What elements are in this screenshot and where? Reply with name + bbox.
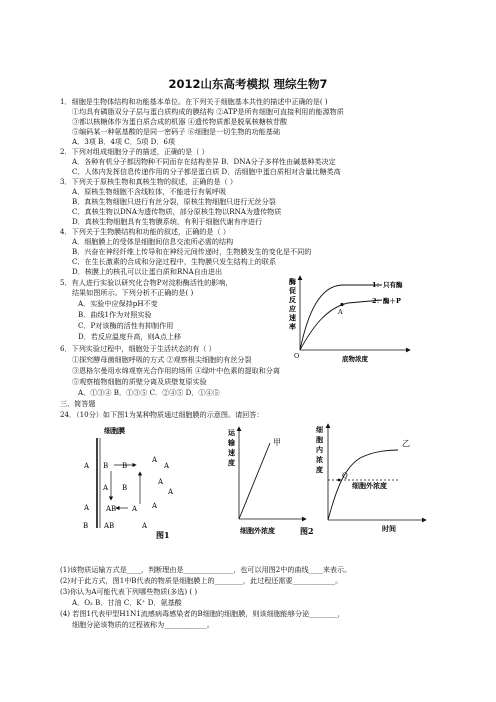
q3-stem: 3．下列关于原核生物和真核生物的叙述，正确的是（ ） — [60, 177, 238, 186]
svg-text:B: B — [122, 484, 128, 492]
svg-text:度: 度 — [228, 458, 235, 467]
q3-option-b: B．真核生物细胞只进行有丝分裂，原核生物细胞只进行无丝分裂 — [72, 197, 276, 206]
figure-2-caption: 图2 — [300, 526, 314, 536]
svg-text:应: 应 — [289, 304, 296, 313]
q24-sub2: (2)对于此方式，图1中B代表的物质是细胞膜上的________，此过程还需要____________。 — [60, 576, 343, 585]
svg-text:酶: 酶 — [289, 277, 296, 286]
q3-option-a: A．原核生物细胞不含线粒体，不能进行有氧呼吸 — [72, 187, 227, 196]
svg-text:运: 运 — [228, 428, 235, 437]
enzyme-rate-chart — [286, 272, 416, 364]
svg-text:细: 细 — [316, 425, 323, 434]
curve-1-label: 1：只有酶 — [372, 281, 403, 289]
q1-line3: ⑤编码某一种氨基酸的是同一密码子 ⑥细胞是一切生物的功能基础 — [72, 127, 280, 136]
q4-option-a: A．细胞膜上的受体是细胞间信息交流所必需的结构 — [72, 237, 234, 246]
section-heading: 三、简答题 — [60, 399, 96, 408]
q2-stem: 2．下列对组成细胞分子的描述，正确的是（ ） — [60, 147, 209, 156]
q6-options: A．①③④ B．①③⑤ C．②④⑤ D．①④⑤ — [78, 388, 220, 397]
q6-stem: 6．下列实验过程中，细胞处于生活状态的有（ ） — [60, 344, 216, 353]
svg-text:促: 促 — [289, 286, 296, 295]
q24-stem: 24．（10分）如下图1为某种物质通过细胞膜的示意图。请回答： — [60, 410, 264, 419]
svg-text:浓: 浓 — [316, 455, 323, 464]
q5-option-c: C．P对该酶的活性有抑制作用 — [78, 321, 174, 330]
svg-text:率: 率 — [289, 322, 296, 331]
svg-text:A: A — [164, 462, 170, 470]
concentration-chart-ylabel — [316, 425, 323, 474]
q3-option-d: D．真核生物细胞具有生物膜系统，有利于细胞代谢有序进行 — [72, 217, 263, 226]
enzyme-chart-ylabel — [288, 277, 296, 331]
q24-sub1: (1)该物质运输方式是____，判断理由是______________，也可以用图2中的曲线____来表示。 — [60, 565, 352, 574]
curve-jia — [239, 443, 270, 519]
svg-text:反: 反 — [289, 295, 296, 304]
concentration-chart-xlabel: 时间 — [382, 524, 396, 533]
q4-option-b: B．兴奋在神经纤维上传导和在神经元间传递时，生物膜发生的变化是不同的 — [72, 247, 312, 256]
svg-text:A: A — [142, 522, 148, 530]
svg-text:A: A — [152, 502, 158, 510]
figure-2-rate-chart — [226, 423, 310, 541]
q4-option-d: D．核膜上的核孔可以让蛋白质和RNA自由进出 — [72, 267, 223, 276]
q5-option-d: D．若反应温度升高，则A点上移 — [78, 332, 182, 341]
svg-text:速: 速 — [289, 313, 296, 322]
q2-line2: C．人体内发挥信息传递作用的分子都是蛋白质 D．活细胞中蛋白质相对含量比糖类高 — [72, 167, 341, 176]
q3-option-c: C．真核生物以DNA为遗传物质，部分原核生物以RNA为遗传物质 — [72, 207, 282, 216]
point-a-marker — [340, 303, 343, 306]
svg-text:胞: 胞 — [316, 435, 323, 444]
q6-line2: ③恩格尔曼用水绵观察光合作用的场所 ④绿叶中色素的提取和分离 — [72, 366, 280, 375]
svg-text:A: A — [132, 505, 138, 513]
q1-line2: ③都以核糖体作为蛋白质合成的机器 ④遗传物质都是脱氧核糖核苷酸 — [72, 117, 288, 126]
dashed-line-label: 细胞外浓度 — [352, 481, 387, 490]
membrane-label: 细胞膜 — [104, 426, 125, 435]
point-q-marker — [338, 479, 341, 482]
q24-sub4-line1: (4) 若图1代表甲型H1N1流感病毒感染者的B细胞的细胞膜，则该细胞能够分泌________， — [60, 609, 345, 618]
q6-line1: ①探究酵母菌细胞呼吸的方式 ②观察根尖细胞的有丝分裂 — [72, 355, 252, 364]
svg-text:A: A — [84, 462, 90, 470]
curve-2-label: 2：酶＋P — [372, 297, 401, 305]
svg-text:A: A — [168, 488, 174, 496]
curve-1-enzyme-only — [300, 285, 382, 350]
figure-1-caption: 图1 — [156, 530, 170, 540]
q4-stem: 4．下列关于生物膜结构和功能的叙述，正确的是（ ） — [60, 227, 230, 236]
q6-line3: ⑤观察植物细胞的质壁分离及质壁复原实验 — [72, 377, 207, 386]
page-title: 2012山东高考模拟 理综生物7 — [168, 77, 328, 91]
point-q-label: Q — [342, 472, 348, 480]
svg-text:输: 输 — [228, 438, 235, 447]
svg-text:A: A — [152, 456, 158, 464]
curve-jia-label: 甲 — [273, 438, 281, 447]
svg-text:速: 速 — [228, 448, 235, 457]
svg-text:B: B — [122, 462, 128, 470]
svg-text:度: 度 — [316, 465, 323, 474]
point-a-label: A — [338, 308, 343, 316]
q5-option-a: A．实验中应保持pH不变 — [78, 299, 158, 308]
origin-label: O — [294, 352, 300, 360]
q24-sub4-line2: 细胞分泌该物质的过程被称为____________。 — [72, 620, 214, 629]
rate-chart-xlabel: 细胞外浓度 — [240, 526, 275, 535]
svg-text:A: A — [158, 478, 164, 486]
figure-1-membrane — [80, 424, 192, 542]
svg-text:B: B — [83, 522, 89, 530]
svg-text:A: A — [84, 504, 90, 512]
svg-text:B: B — [103, 462, 109, 470]
q24-sub3-options: A．O₂ B．甘油 C．K⁺ D．氨基酸 — [72, 598, 182, 607]
svg-text:内: 内 — [316, 445, 323, 454]
curve-yi-label: 乙 — [402, 439, 410, 448]
figure-2-concentration-chart — [300, 420, 432, 544]
q24-sub3: (3)你认为A可能代表下列哪些物质(多选) ( ) — [60, 587, 198, 596]
svg-text:A: A — [103, 484, 109, 492]
q2-line1: A．各种有机分子都因物种不同而存在结构差异 B．DNA分子多样性由碱基种类决定 — [72, 157, 336, 166]
q5-option-b: B．曲线1作为对照实验 — [78, 310, 152, 319]
enzyme-chart-xlabel: 底物浓度 — [342, 355, 368, 363]
rate-chart-ylabel — [227, 428, 236, 467]
q5-stem-line1: 5．有人进行实验以研究化合物P对淀粉酶活性的影响， — [60, 278, 233, 287]
q1-options: A．3项 B．4项 C．5项 D．6项 — [72, 137, 176, 146]
svg-text:AB: AB — [106, 505, 117, 513]
q4-option-c: C．在生长激素的合成和分泌过程中，生物膜只发生结构上的联系 — [72, 257, 277, 266]
q1-line1: ①均具有磷脂双分子层与蛋白质构成的膜结构 ②ATP是所有细胞可直接利用的能源物质 — [72, 107, 344, 116]
q1-stem: 1．细胞是生物体结构和功能基本单位。在下列关于细胞基本共性的描述中正确的是( ) — [60, 97, 328, 106]
svg-text:AB: AB — [104, 522, 115, 530]
q5-stem-line2: 结果如图所示。下列分析不正确的是( ) — [72, 288, 194, 297]
